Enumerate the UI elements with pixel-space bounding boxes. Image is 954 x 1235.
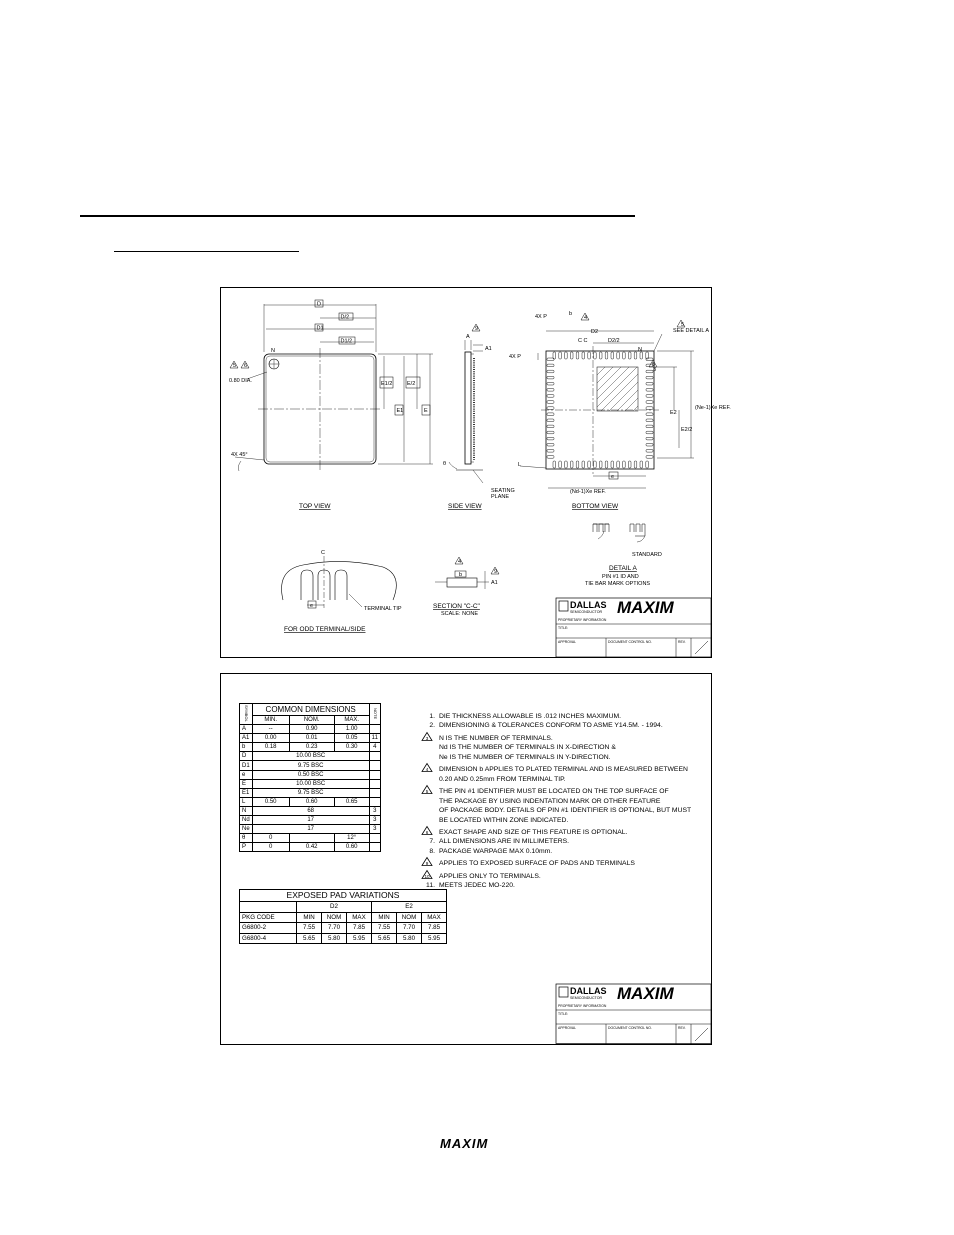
- min-cell: 0: [252, 843, 289, 852]
- sub-rule: [114, 251, 299, 252]
- table-row: [240, 843, 381, 852]
- note-cell: [369, 752, 380, 761]
- label-b-bottom: b: [569, 311, 573, 317]
- span-cell: 0.50 BSC: [252, 770, 369, 779]
- note-line: 9 APPLIES TO EXPOSED SURFACE OF PADS AND TERMINALS: [421, 856, 706, 868]
- note-line: 4 DIMENSION b APPLIES TO PLATED TERMINAL AND IS MEASURED BETWEEN: [421, 762, 706, 774]
- note-line: Ne IS THE NUMBER OF TERMINALS IN Y-DIRECTION.: [439, 753, 611, 761]
- label-4xp-top: 4X P: [535, 314, 547, 320]
- label-a1-side: A1: [485, 346, 492, 352]
- label-l: L: [518, 462, 522, 468]
- seating-plane-2: PLANE: [491, 494, 510, 500]
- table-row: [240, 933, 447, 944]
- col-min: MIN.: [252, 716, 289, 725]
- label-4xp-side: 4X P: [509, 354, 521, 360]
- scale-label: SCALE: NONE: [441, 611, 478, 617]
- note-cell: [369, 761, 380, 770]
- label-n-bottom: N: [638, 347, 642, 353]
- note-line: OF PACKAGE BODY. DETAILS OF PIN #1 IDENTIFIER IS OPTIONAL, BUT MUST: [439, 807, 692, 815]
- label-b-section: b: [459, 572, 463, 578]
- proprietary-label: PROPRIETARY INFORMATION: [558, 618, 607, 622]
- note-header: NOTE: [369, 704, 380, 725]
- svg-text:6: 6: [425, 829, 429, 835]
- proprietary-label-2: PROPRIETARY INFORMATION: [558, 1004, 607, 1008]
- note-cell: [369, 770, 380, 779]
- label-a: A: [466, 334, 470, 340]
- min-cell: 0: [252, 834, 289, 843]
- seating-plane-1: SEATING: [491, 488, 515, 494]
- label-e-half: E/2: [407, 381, 416, 387]
- note-triangle-icon: [421, 785, 435, 797]
- span-cell: 17: [252, 825, 369, 834]
- table-row: [240, 770, 381, 779]
- note-line: THE PACKAGE BY USING INDENTATION MARK OR OTHER FEATURE: [439, 797, 661, 805]
- span-cell: 9.75 BSC: [252, 788, 369, 797]
- table-row: [240, 834, 381, 843]
- value-cell: 7.70: [322, 923, 347, 934]
- note-line: 11. MEETS JEDEC MO-220.: [426, 882, 515, 890]
- col-nom: NOM.: [289, 716, 334, 725]
- package-drawing-sheet: [220, 287, 731, 658]
- approval-label: APPROVAL: [558, 640, 577, 644]
- exposed-pad-table: [239, 889, 447, 944]
- label-d-half: D/2: [340, 314, 350, 321]
- note-triangle-icon: [421, 870, 435, 882]
- table-row: [240, 725, 381, 734]
- label-n-top: N: [271, 348, 275, 354]
- doc-control-label-2: DOCUMENT CONTROL NO.: [608, 1026, 652, 1030]
- label-a1-section: A1: [491, 580, 498, 586]
- note-triangle-icon: [421, 763, 435, 775]
- col-max: MAX.: [334, 716, 369, 725]
- label-e1-half: E1/2: [381, 381, 393, 387]
- pkg-code-header: PKG CODE: [240, 912, 297, 923]
- note-cell: [369, 843, 380, 852]
- dallas-sub: SEMICONDUCTOR: [570, 610, 603, 614]
- nom-cell: 0.42: [289, 843, 334, 852]
- note-triangle-icon: [421, 732, 435, 744]
- note-cell: [369, 834, 380, 843]
- maxim-logo: MAXIM: [617, 598, 674, 617]
- rev-label: REV.: [678, 640, 686, 644]
- nom-cell: 0.60: [289, 797, 334, 806]
- maxim-logo-2: MAXIM: [617, 984, 674, 1003]
- symbol-cell: θ: [240, 834, 253, 843]
- approval-label-2: APPROVAL: [558, 1026, 577, 1030]
- max-cell: 1.00: [334, 725, 369, 734]
- value-cell: 5.80: [322, 933, 347, 944]
- table-row: [240, 806, 381, 815]
- label-c-centerline: C: [321, 550, 325, 556]
- footer-maxim-logo: MAXIM: [440, 1136, 489, 1151]
- value-cell: 7.85: [422, 923, 447, 934]
- top-view-title: TOP VIEW: [299, 503, 331, 510]
- label-nd-ref: (Nd-1)Xe REF.: [570, 489, 606, 495]
- table-row: [240, 779, 381, 788]
- note-line: 8. PACKAGE WARPAGE MAX 0.10mm.: [429, 847, 553, 855]
- svg-text:4: 4: [425, 767, 429, 773]
- bottom-view-title: BOTTOM VIEW: [572, 503, 619, 510]
- label-cc: C C: [578, 338, 588, 344]
- top-rule: [80, 215, 635, 217]
- chamfer-label: 4X 45°: [231, 452, 248, 458]
- value-cell: 5.65: [372, 933, 397, 944]
- terminal-tip-label: TERMINAL TIP: [364, 606, 402, 612]
- note-cell: [369, 779, 380, 788]
- value-cell: 5.95: [422, 933, 447, 944]
- min-cell: 0.18: [252, 743, 289, 752]
- svg-text:10: 10: [424, 873, 430, 879]
- common-dimensions-heading: COMMON DIMENSIONS: [252, 704, 369, 716]
- value-cell: 5.80: [397, 933, 422, 944]
- detail-a-sub2: TIE BAR MARK OPTIONS: [585, 581, 651, 587]
- symbol-cell: A: [240, 725, 253, 734]
- note-line: 6 EXACT SHAPE AND SIZE OF THIS FEATURE IS OPTIONAL.: [421, 825, 706, 837]
- svg-text:5: 5: [652, 362, 656, 368]
- note-line: 10 APPLIES ONLY TO TERMINALS.: [421, 869, 706, 881]
- label-e2-half: E2/2: [681, 427, 693, 433]
- note-cell: 3: [369, 825, 380, 834]
- svg-text:9: 9: [475, 326, 479, 332]
- nom-cell: [289, 834, 334, 843]
- value-cell: 7.85: [347, 923, 372, 934]
- table-row: [240, 797, 381, 806]
- standard-label: STANDARD: [632, 552, 662, 558]
- note-cell: 11: [369, 734, 380, 743]
- nom-cell: 0.23: [289, 743, 334, 752]
- common-dimensions-table: [239, 703, 381, 852]
- label-e-bottom: e: [611, 474, 615, 480]
- rev-label-2: REV.: [678, 1026, 686, 1030]
- note-cell: [369, 797, 380, 806]
- svg-text:3: 3: [425, 735, 429, 741]
- span-cell: 10.00 BSC: [252, 779, 369, 788]
- symbol-cell: L: [240, 797, 253, 806]
- note-triangle-icon: [421, 857, 435, 869]
- note-line: 2. DIMENSIONING & TOLERANCES CONFORM TO ASME Y14.5M. - 1994.: [429, 722, 663, 730]
- note-line: 0.20 AND 0.25mm FROM TERMINAL TIP.: [439, 775, 566, 783]
- value-cell: 7.70: [397, 923, 422, 934]
- label-e-odd: e: [310, 603, 314, 609]
- label-ne-ref: (Ne-1)Xe REF.: [695, 405, 731, 411]
- min-cell: 0.00: [252, 734, 289, 743]
- note-cell: [369, 725, 380, 734]
- group-d2: D2: [297, 902, 372, 913]
- title-label-2: TITLE:: [558, 1012, 569, 1016]
- e2-min-header: MIN: [372, 912, 397, 923]
- note-line: 7. ALL DIMENSIONS ARE IN MILLIMETERS.: [429, 838, 570, 846]
- note-triangle-icon: [421, 826, 435, 838]
- label-d1: D1: [316, 325, 324, 332]
- e2-max-header: MAX: [422, 912, 447, 923]
- label-d2: D2: [591, 329, 599, 335]
- symbol-cell: Ne: [240, 825, 253, 834]
- odd-terminal-title: FOR ODD TERMINAL/SIDE: [284, 626, 366, 633]
- pkg-code-cell: G6800-4: [240, 933, 297, 944]
- e2-nom-header: NOM: [397, 912, 422, 923]
- nom-cell: 0.90: [289, 725, 334, 734]
- symbol-cell: Nd: [240, 816, 253, 825]
- label-d2-half: D2/2: [608, 338, 620, 344]
- label-e1: E1: [396, 408, 404, 414]
- span-cell: 68: [252, 806, 369, 815]
- dia-label: 0.80 DIA.: [229, 378, 252, 384]
- side-view-title: SIDE VIEW: [448, 503, 482, 510]
- detail-a-sub1: PIN #1 ID AND: [602, 574, 639, 580]
- title-label: TITLE:: [558, 626, 569, 630]
- symbol-cell: A1: [240, 734, 253, 743]
- table-row: [240, 816, 381, 825]
- symbol-cell: D1: [240, 761, 253, 770]
- label-d: D: [317, 301, 321, 308]
- dallas-logo-2: DALLAS: [570, 986, 607, 996]
- see-detail-label: SEE DETAIL A: [673, 328, 710, 334]
- nom-cell: 0.01: [289, 734, 334, 743]
- label-3-a: 3: [653, 367, 657, 373]
- max-cell: 12°: [334, 834, 369, 843]
- note-line: Nd IS THE NUMBER OF TERMINALS IN X-DIRECTION &: [439, 744, 616, 752]
- symbol-cell: b: [240, 743, 253, 752]
- section-title: SECTION "C-C": [433, 603, 480, 610]
- doc-control-label: DOCUMENT CONTROL NO.: [608, 640, 652, 644]
- side-view-body: [465, 352, 471, 464]
- dallas-logo: DALLAS: [570, 600, 607, 610]
- label-theta: θ: [443, 461, 447, 467]
- table-row: [240, 743, 381, 752]
- svg-text:5: 5: [681, 322, 685, 328]
- table-row: [240, 752, 381, 761]
- note-line: 1. DIE THICKNESS ALLOWABLE IS .012 INCHES MAXIMUM.: [429, 713, 622, 720]
- svg-text:4: 4: [458, 559, 462, 565]
- note-cell: [369, 788, 380, 797]
- svg-text:9: 9: [494, 569, 498, 575]
- table-row: [240, 923, 447, 934]
- value-cell: 7.55: [297, 923, 322, 934]
- table-row: [240, 761, 381, 770]
- svg-text:5: 5: [425, 788, 429, 794]
- symbol-cell: E: [240, 779, 253, 788]
- detail-a-title: DETAIL A: [609, 565, 637, 572]
- exposed-pad-heading: EXPOSED PAD VARIATIONS: [240, 890, 447, 902]
- label-d1-half: D1/2: [340, 338, 353, 345]
- min-cell: --: [252, 725, 289, 734]
- svg-text:6: 6: [244, 363, 248, 369]
- svg-text:4: 4: [584, 315, 588, 321]
- span-cell: 9.75 BSC: [252, 761, 369, 770]
- label-e: E: [424, 408, 428, 414]
- svg-text:9: 9: [425, 861, 429, 867]
- span-cell: 10.00 BSC: [252, 752, 369, 761]
- max-cell: 0.60: [334, 843, 369, 852]
- symbol-cell: E1: [240, 788, 253, 797]
- note-line: 3 N IS THE NUMBER OF TERMINALS.: [421, 731, 706, 743]
- package-outline-drawing: [221, 288, 731, 657]
- max-cell: 0.30: [334, 743, 369, 752]
- symbol-cell: D: [240, 752, 253, 761]
- notes-list: [421, 712, 706, 891]
- d2-max-header: MAX: [347, 912, 372, 923]
- d2-nom-header: NOM: [322, 912, 347, 923]
- note-line: BE LOCATED WITHIN ZONE INDICATED.: [439, 816, 569, 824]
- note-cell: 3: [369, 816, 380, 825]
- symbol-cell: N: [240, 806, 253, 815]
- note-cell: 3: [369, 806, 380, 815]
- value-cell: 5.95: [347, 933, 372, 944]
- table-row: [240, 788, 381, 797]
- svg-text:5: 5: [233, 363, 237, 369]
- note-cell: 4: [369, 743, 380, 752]
- max-cell: 0.05: [334, 734, 369, 743]
- title-block-2: [556, 984, 711, 1044]
- table-row: [240, 734, 381, 743]
- table-row: [240, 825, 381, 834]
- span-cell: 17: [252, 816, 369, 825]
- d2-min-header: MIN: [297, 912, 322, 923]
- symbol-header: SYMBOL: [240, 704, 253, 725]
- value-cell: 7.55: [372, 923, 397, 934]
- label-e2: E2: [670, 410, 677, 416]
- value-cell: 5.65: [297, 933, 322, 944]
- max-cell: 0.65: [334, 797, 369, 806]
- min-cell: 0.50: [252, 797, 289, 806]
- dallas-sub-2: SEMICONDUCTOR: [570, 996, 603, 1000]
- group-e2: E2: [372, 902, 447, 913]
- pkg-code-cell: G6800-2: [240, 923, 297, 934]
- symbol-cell: P: [240, 843, 253, 852]
- symbol-cell: e: [240, 770, 253, 779]
- note-line: 5 THE PIN #1 IDENTIFIER MUST BE LOCATED ON THE TOP SURFACE OF: [421, 784, 706, 796]
- dimensions-sheet: [220, 673, 712, 1045]
